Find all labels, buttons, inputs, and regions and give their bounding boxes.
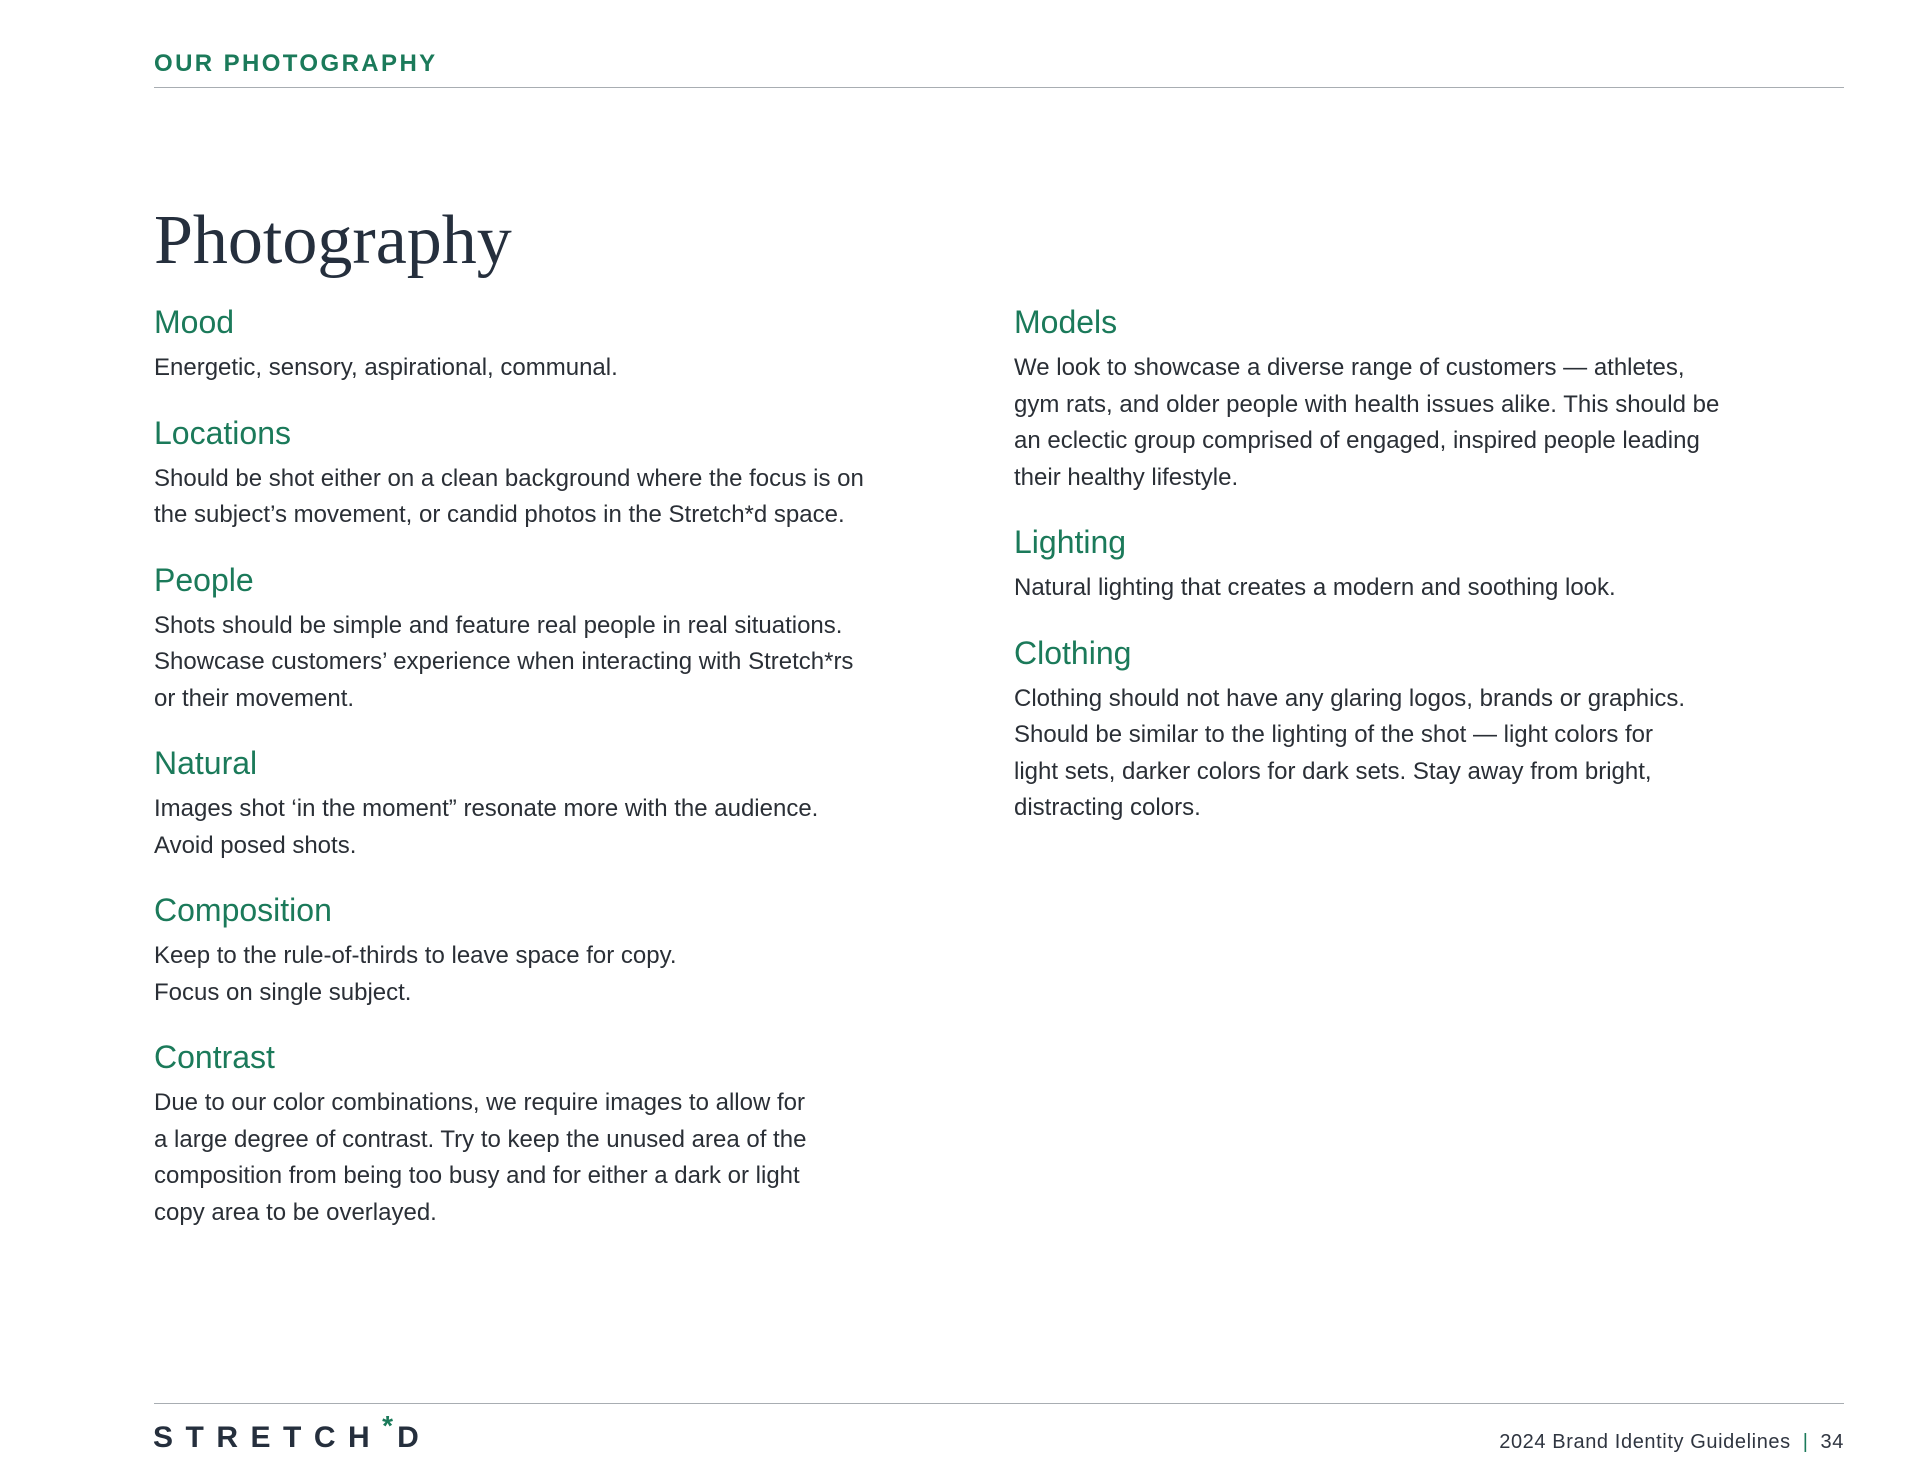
section-heading: Mood: [154, 304, 235, 340]
section-lighting: [1014, 520, 1854, 607]
section-heading: Locations: [154, 414, 291, 451]
logo-text: STRETCH: [153, 1421, 383, 1454]
section-body: Clothing should not have any glaring logos, brands or graphics. Should be similar to the lighting of the shot — light colors for light sets, darker colors for dark sets. Stay away from bright, distracting colors.: [1014, 684, 1686, 821]
document-title: 2024 Brand Identity Guidelines: [1499, 1431, 1791, 1453]
page-title: Photography: [154, 202, 512, 279]
section-heading: Clothing: [1014, 634, 1132, 671]
section-people: [154, 558, 994, 718]
section-heading: Models: [1014, 304, 1118, 340]
section-locations: [154, 411, 994, 534]
section-contrast: [154, 1035, 994, 1231]
section-body: We look to showcase a diverse range of customers — athletes, gym rats, and older people with health issues alike. This should be an eclectic group comprised of engaged, inspired people leading their healthy lifestyle.: [1014, 354, 1720, 491]
left-column: [154, 300, 994, 1255]
page-number: 34: [1820, 1431, 1844, 1453]
section-body: Due to our color combinations, we require images to allow for a large degree of contrast. Try to keep the unused area of the composition from being too busy and for either a dark or light copy area to be overlayed.: [154, 1089, 807, 1226]
logo-text-end: D: [397, 1421, 432, 1454]
section-heading: Lighting: [1014, 524, 1127, 560]
brand-logo: [153, 1410, 432, 1458]
section-heading: Contrast: [154, 1039, 275, 1075]
section-heading: Natural: [154, 745, 258, 781]
footer-separator: |: [1802, 1431, 1809, 1453]
footer-divider: [154, 1403, 1844, 1404]
header-divider: [154, 87, 1844, 88]
section-natural: [154, 741, 994, 864]
section-heading: People: [154, 561, 254, 598]
section-body: Natural lighting that creates a modern and soothing look.: [1014, 574, 1616, 601]
section-heading: Composition: [154, 892, 332, 928]
section-body: Images shot ‘in the moment” resonate more with the audience. Avoid posed shots.: [154, 795, 819, 859]
section-body: Keep to the rule-of-thirds to leave space for copy. Focus on single subject.: [154, 942, 677, 1006]
logo-star-icon: *: [382, 1410, 394, 1441]
right-column: [1014, 300, 1854, 851]
section-body: Shots should be simple and feature real people in real situations. Showcase customers’ experience when interacting with Stretch*rs or their movement.: [154, 611, 854, 712]
section-mood: [154, 300, 994, 387]
footer-info: [1499, 1428, 1844, 1456]
section-body: Should be shot either on a clean background where the focus is on the subject’s movement, or candid photos in the Stretch*d space.: [154, 464, 864, 528]
section-models: [1014, 300, 1854, 496]
section-body: Energetic, sensory, aspirational, communal.: [154, 354, 618, 381]
section-composition: [154, 888, 994, 1011]
section-clothing: [1014, 631, 1854, 827]
section-label: OUR PHOTOGRAPHY: [154, 50, 438, 77]
